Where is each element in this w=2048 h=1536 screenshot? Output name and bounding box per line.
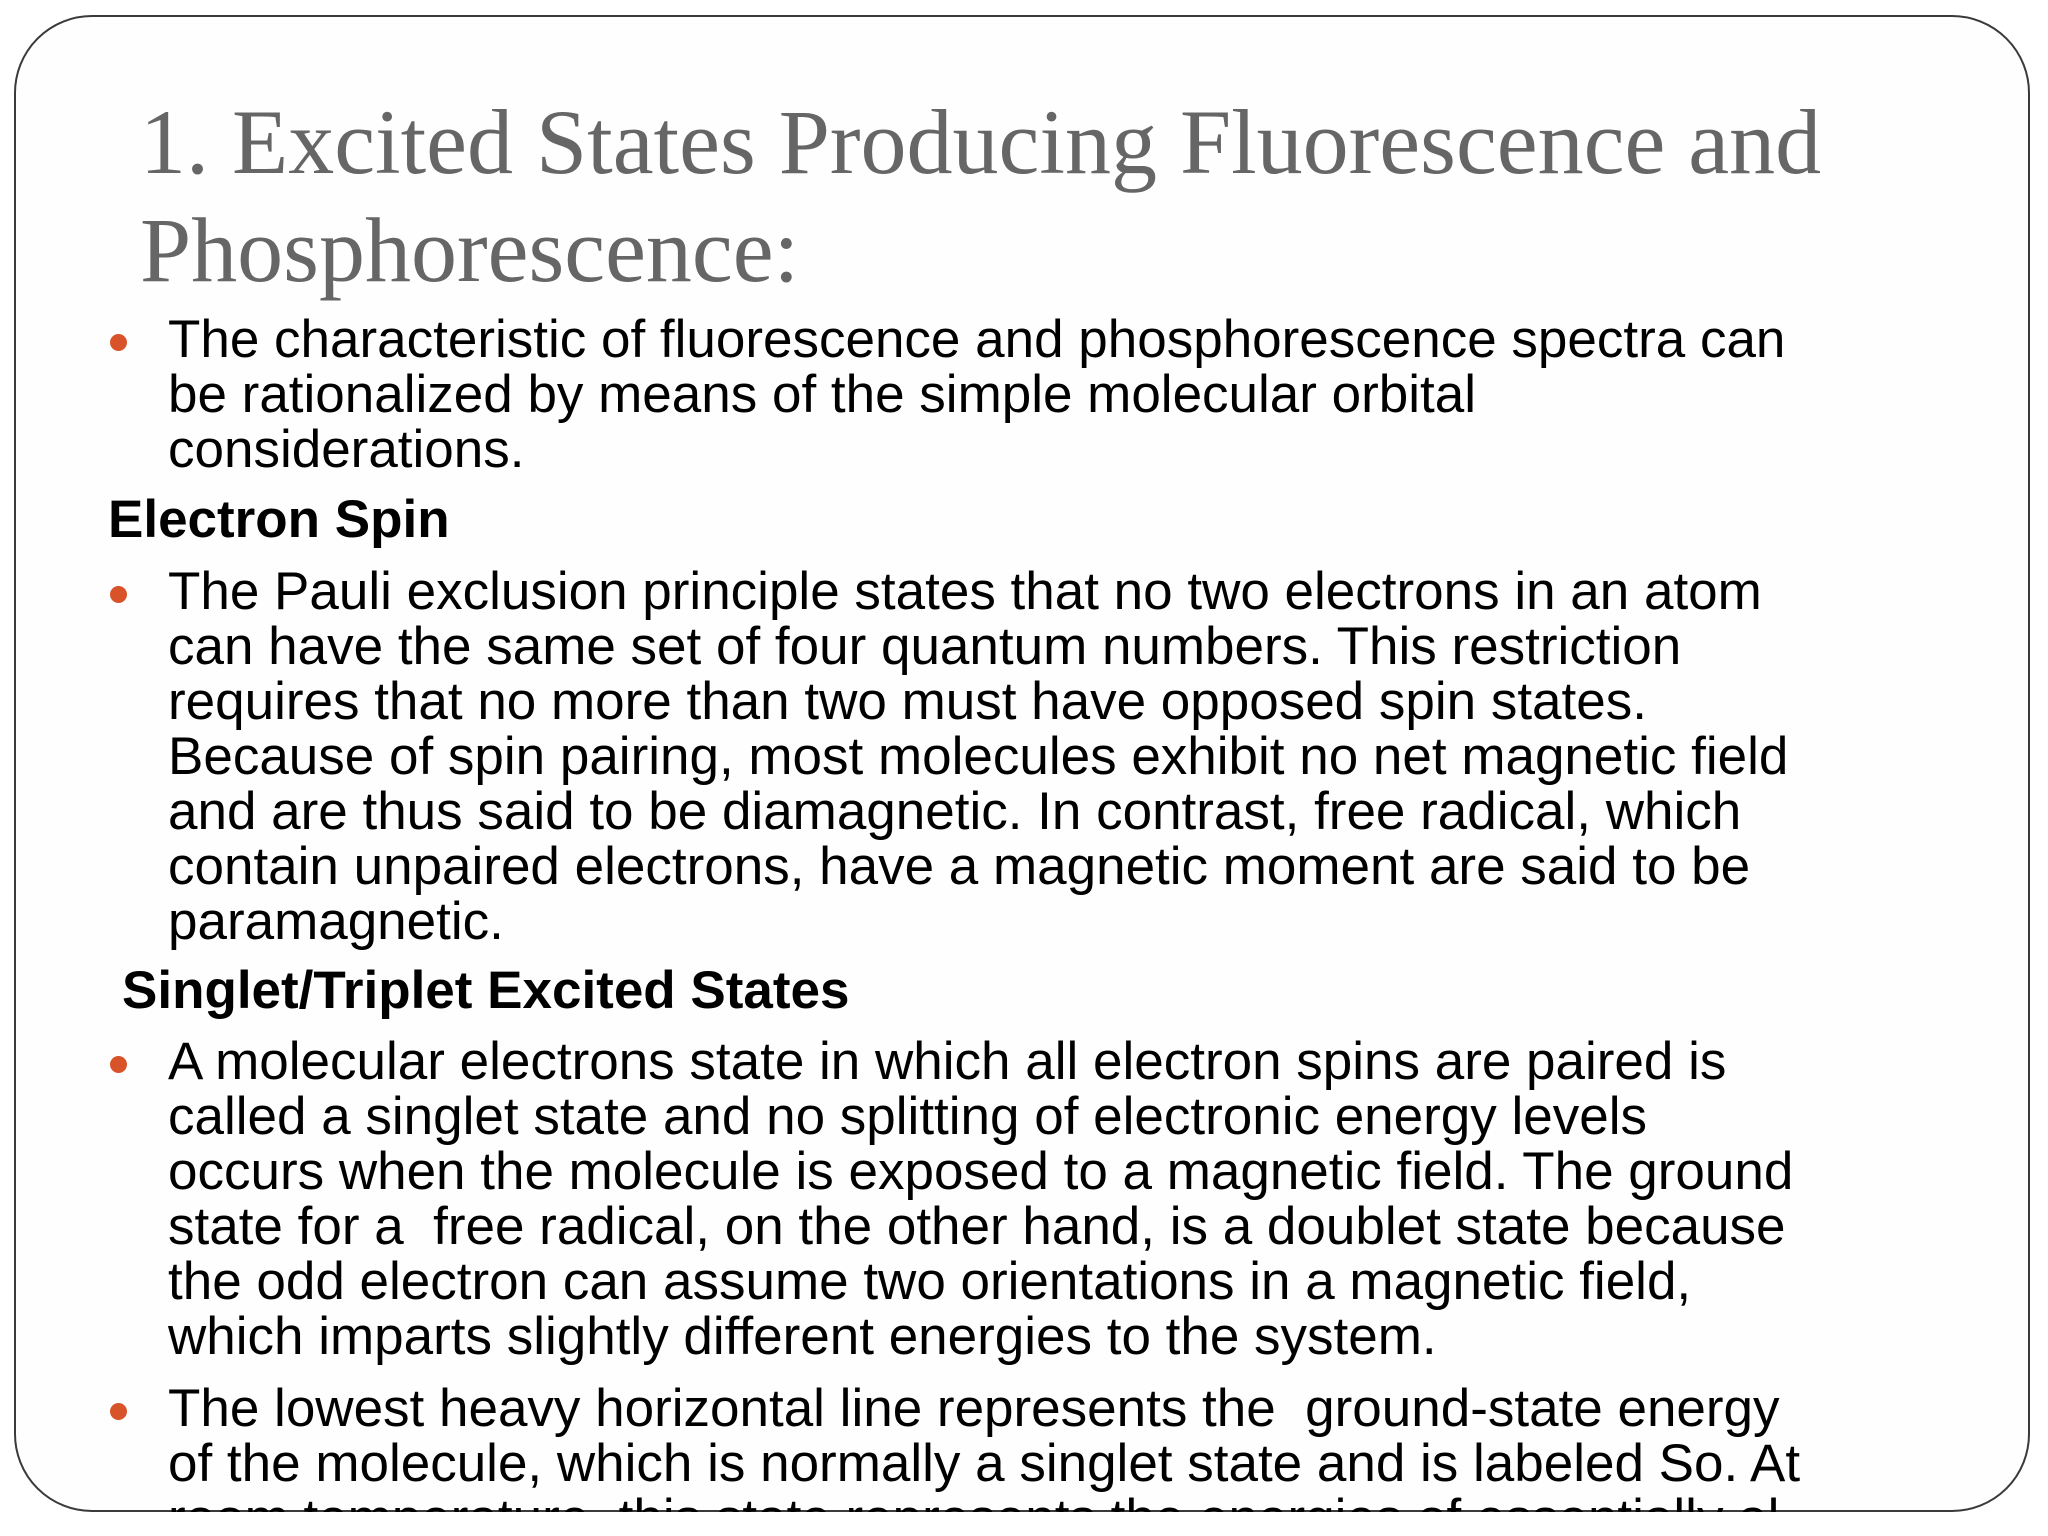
bullet-ground-state: The lowest heavy horizontal line represents the ground-state energy of the molecule, which is normally a singlet state and is labeled So. At	[168, 1379, 1801, 1493]
bullet-intro: The characteristic of fluorescence and phosphorescence spectra can be rationalized by means of the simple molecular orbital considerations.	[168, 310, 1786, 479]
bullet-pauli-exclusion: The Pauli exclusion principle states that no two electrons in an atom can have the same set of four quantum numbers. This restriction requires that no more than two must have opposed spin states. Because of spin pairing, most molecules exhibit no net magnetic field and are thus said to be diamagnetic. In contrast, free radical, which contain unpaired electrons, have a magnetic moment are said to be paramagnetic.	[168, 562, 1789, 951]
heading-singlet-triplet: Singlet/Triplet Excited States	[122, 961, 850, 1020]
bullet-marker	[110, 586, 127, 603]
bullet-marker	[110, 334, 127, 351]
slide-bottom-edge	[0, 1512, 2048, 1536]
bullet-marker	[110, 1056, 127, 1073]
heading-electron-spin: Electron Spin	[108, 490, 450, 549]
bullet-marker	[110, 1403, 127, 1420]
slide-title: 1. Excited States Producing Fluorescence and Phosphorescence:	[140, 91, 1822, 301]
bullet-singlet-state: A molecular electrons state in which all electron spins are paired is called a singlet state and no splitting of electronic energy levels occurs when the molecule is exposed to a magnetic field. The ground state for a free radical, on the other hand, is a doublet state because the odd electron can assume two orientations in a magnetic field, which imparts slightly different energies to the system.	[168, 1032, 1794, 1366]
